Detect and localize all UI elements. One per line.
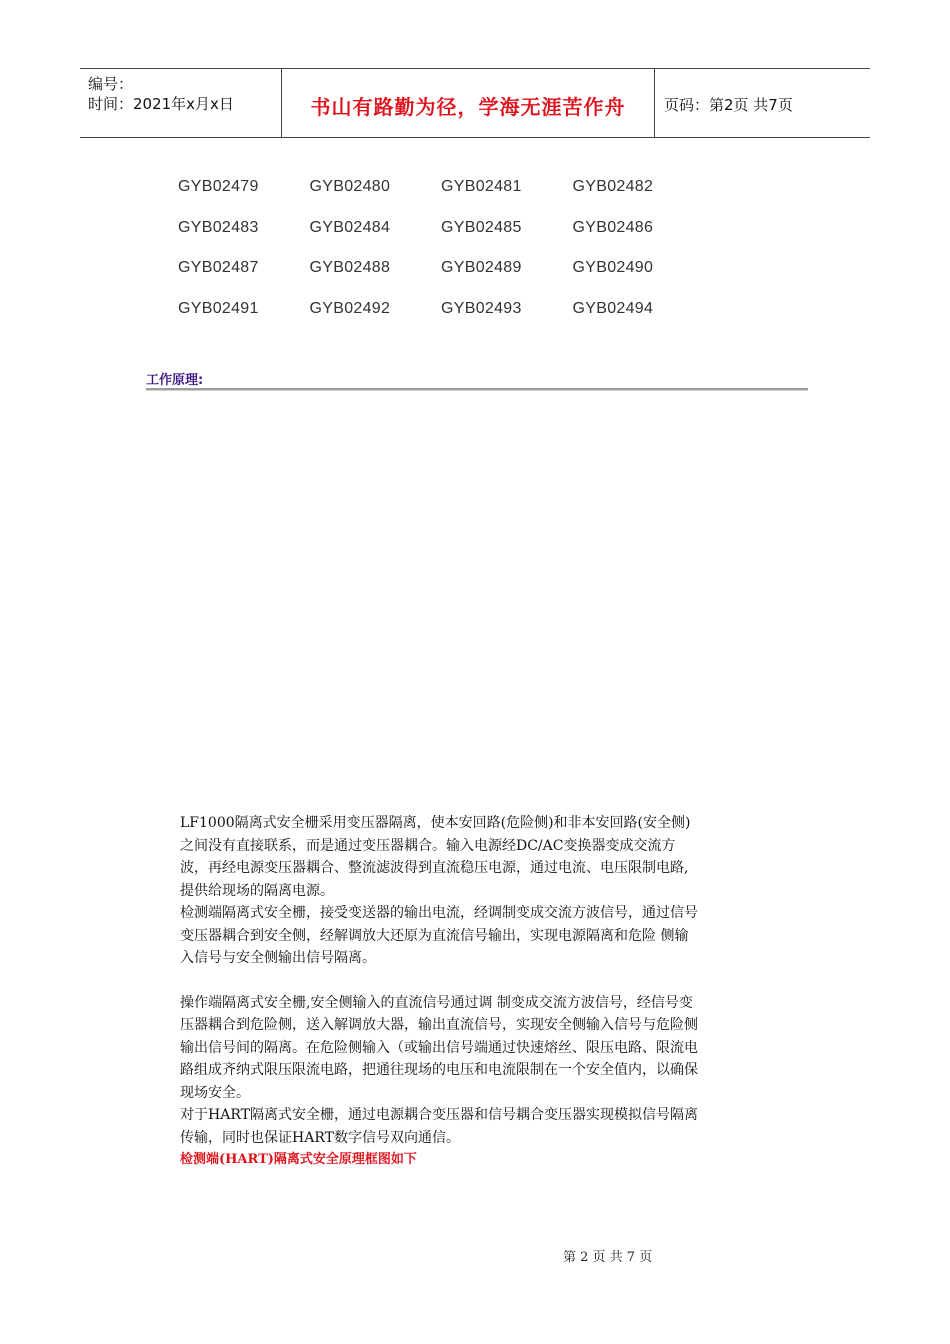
code-item: GYB02491 xyxy=(178,299,259,317)
paragraph-line: 对于HART隔离式安全栅，通过电源耦合变压器和信号耦合变压器实现模拟信号隔离 xyxy=(180,1107,698,1123)
paragraph-line: 现场安全。 xyxy=(180,1084,250,1101)
paragraph-line: LF1000隔离式安全栅采用变压器隔离，使本安回路(危险侧)和非本安回路(安全侧) xyxy=(180,815,691,831)
serial-label: 编号： xyxy=(88,75,134,93)
paragraph-line: 波，再经电源变压器耦合、整流滤波得到直流稳压电源，通过电流、电压限制电路, xyxy=(180,860,689,876)
code-item: GYB02487 xyxy=(178,259,259,276)
code-item: GYB02490 xyxy=(572,259,654,276)
paragraph-line: 检测端隔离式安全栅，接受变送器的输出电流，经调制变成交流方波信号，通过信号 xyxy=(180,905,698,921)
code-row xyxy=(178,219,704,260)
code-row xyxy=(178,259,704,300)
paragraph-line: 之间没有直接联系，而是通过变压器耦合。输入电源经DC/AC变换器变成交流方 xyxy=(180,837,676,854)
code-row xyxy=(178,300,704,341)
code-item: GYB02479 xyxy=(178,178,259,195)
date-label: 时间：2021年x月x日 xyxy=(88,95,234,113)
code-item: GYB02481 xyxy=(441,178,522,195)
header-left-cell xyxy=(80,69,281,137)
paragraph-line: 操作端隔离式安全栅,安全侧输入的直流信号通过调 制变成交流方波信号，经信号变 xyxy=(180,994,693,1011)
paragraph-line: 传输，同时也保证HART数字信号双向通信。 xyxy=(180,1129,460,1146)
code-item: GYB02482 xyxy=(572,178,654,195)
section-divider xyxy=(146,388,808,391)
motto: 书山有路勤为径，学海无涯苦作舟 xyxy=(310,95,626,119)
body-text xyxy=(180,812,780,1172)
code-item: GYB02492 xyxy=(309,299,391,317)
paragraph-line: 压器耦合到危险侧，送入解调放大器，输出直流信号，实现安全侧输入信号与危险侧 xyxy=(180,1017,698,1033)
diagram-caption: 检测端(HART)隔离式安全原理框图如下 xyxy=(180,1152,417,1167)
header-page-cell xyxy=(654,69,870,137)
code-item: GYB02488 xyxy=(309,259,391,276)
code-item: GYB02494 xyxy=(572,299,654,317)
code-item: GYB02484 xyxy=(309,218,391,236)
page-info: 页码：第2页 共7页 xyxy=(664,96,793,114)
code-item: GYB02493 xyxy=(441,299,522,317)
code-item: GYB02489 xyxy=(441,259,522,276)
page-footer: 第 2 页 共 7 页 xyxy=(563,1250,653,1265)
code-item: GYB02485 xyxy=(441,218,522,236)
paragraph-line: 入信号与安全侧输出信号隔离。 xyxy=(180,950,376,966)
code-item: GYB02480 xyxy=(309,178,391,195)
code-row xyxy=(178,178,704,219)
paragraph-line: 输出信号间的隔离。在危险侧输入（或输出信号端通过快速熔丝、限压电路、限流电 xyxy=(180,1039,698,1056)
code-grid xyxy=(178,178,704,340)
header-motto-cell xyxy=(281,69,655,137)
paragraph-line: 变压器耦合到安全侧，经解调放大还原为直流信号输出，实现电源隔离和危险 侧输 xyxy=(180,927,689,944)
code-item: GYB02486 xyxy=(572,218,654,236)
code-item: GYB02483 xyxy=(178,218,259,236)
page-header xyxy=(80,68,870,138)
paragraph-line: 路组成齐纳式限压限流电路，把通往现场的电压和电流限制在一个安全值内，以确保 xyxy=(180,1062,698,1078)
paragraph-line: 提供给现场的隔离电源。 xyxy=(180,882,334,899)
section-title: 工作原理: xyxy=(146,373,204,388)
paragraph-gap xyxy=(180,970,780,992)
